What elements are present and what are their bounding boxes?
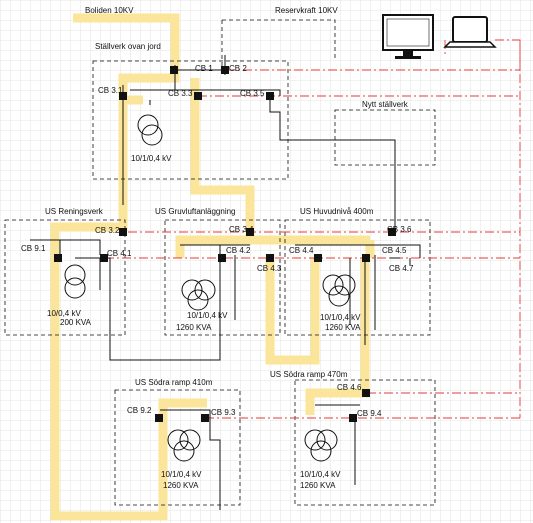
breaker-cb44[interactable] [314,254,322,262]
breaker-cb35[interactable] [266,92,274,100]
label-cb46: CB 4.6 [337,383,362,392]
label-us-sodra-410: US Södra ramp 410m [135,378,213,387]
label-t-ren-ratio: 10/0,4 kV [47,309,81,318]
label-t-ren-power: 200 KVA [60,318,91,327]
label-cb47: CB 4.7 [389,264,414,273]
label-us-gruvluft: US Gruvluftanläggning [155,207,236,216]
breaker-cb43[interactable] [266,254,274,262]
label-t-top-ratio: 10/1/0,4 kV [131,154,172,163]
label-t-gruv-ratio: 10/1/0,4 kV [187,311,228,320]
label-us-reningsverk: US Reningsverk [45,207,103,216]
label-t-gruv-power: 1260 KVA [176,323,212,332]
breaker-cb94[interactable] [349,414,357,422]
label-t-s410-power: 1260 KVA [163,481,199,490]
label-cb43: CB 4.3 [257,264,282,273]
label-cb32: CB 3.2 [95,226,120,235]
breaker-cb42[interactable] [218,254,226,262]
label-feed-boliden: Boliden 10KV [85,6,134,15]
label-us-huvudniva: US Huvudnivå 400m [300,207,374,216]
breaker-cb2[interactable] [221,66,229,74]
laptop-icon [445,17,495,47]
label-cb91: CB 9.1 [21,244,46,253]
label-cb41: CB 4.1 [107,249,132,258]
label-cb1: CB 1 [195,64,213,73]
breaker-cb32[interactable] [119,228,127,236]
label-nytt-stallverk: Nytt ställverk [362,100,408,109]
label-cb34: CB 3.4 [229,225,254,234]
breaker-cb33[interactable] [194,92,202,100]
label-cb2: CB 2 [229,64,247,73]
label-t-s470-power: 1260 KVA [300,481,336,490]
label-cb42: CB 4.2 [226,246,251,255]
label-cb31: CB 3.1 [98,86,123,95]
label-cb92: CB 9.2 [127,406,152,415]
label-cb36: CB 3.6 [387,225,412,234]
label-feed-reserv: Reservkraft 10KV [275,6,338,15]
label-stallverk-ovan-jord: Ställverk ovan jord [95,42,161,51]
breaker-cb92[interactable] [155,414,163,422]
label-cb94: CB 9.4 [357,409,382,418]
label-cb35: CB 3.5 [240,89,265,98]
breaker-cb1[interactable] [170,66,178,74]
label-t-huv-power: 1260 KVA [325,323,361,332]
label-t-s470-ratio: 10/1/0,4 kV [300,470,341,479]
label-us-sodra-470: US Södra ramp 470m [270,370,348,379]
label-cb44: CB 4.4 [289,246,314,255]
label-cb33: CB 3.3 [168,89,193,98]
label-t-s410-ratio: 10/1/0,4 kV [161,470,202,479]
label-cb45: CB 4.5 [382,246,407,255]
breaker-cb93[interactable] [201,414,209,422]
breaker-cb91[interactable] [54,254,62,262]
breaker-cb46[interactable] [362,389,370,397]
breaker-cb45[interactable] [362,254,370,262]
label-t-huv-ratio: 10/1/0,4 kV [320,313,361,322]
label-cb93: CB 9.3 [211,408,236,417]
